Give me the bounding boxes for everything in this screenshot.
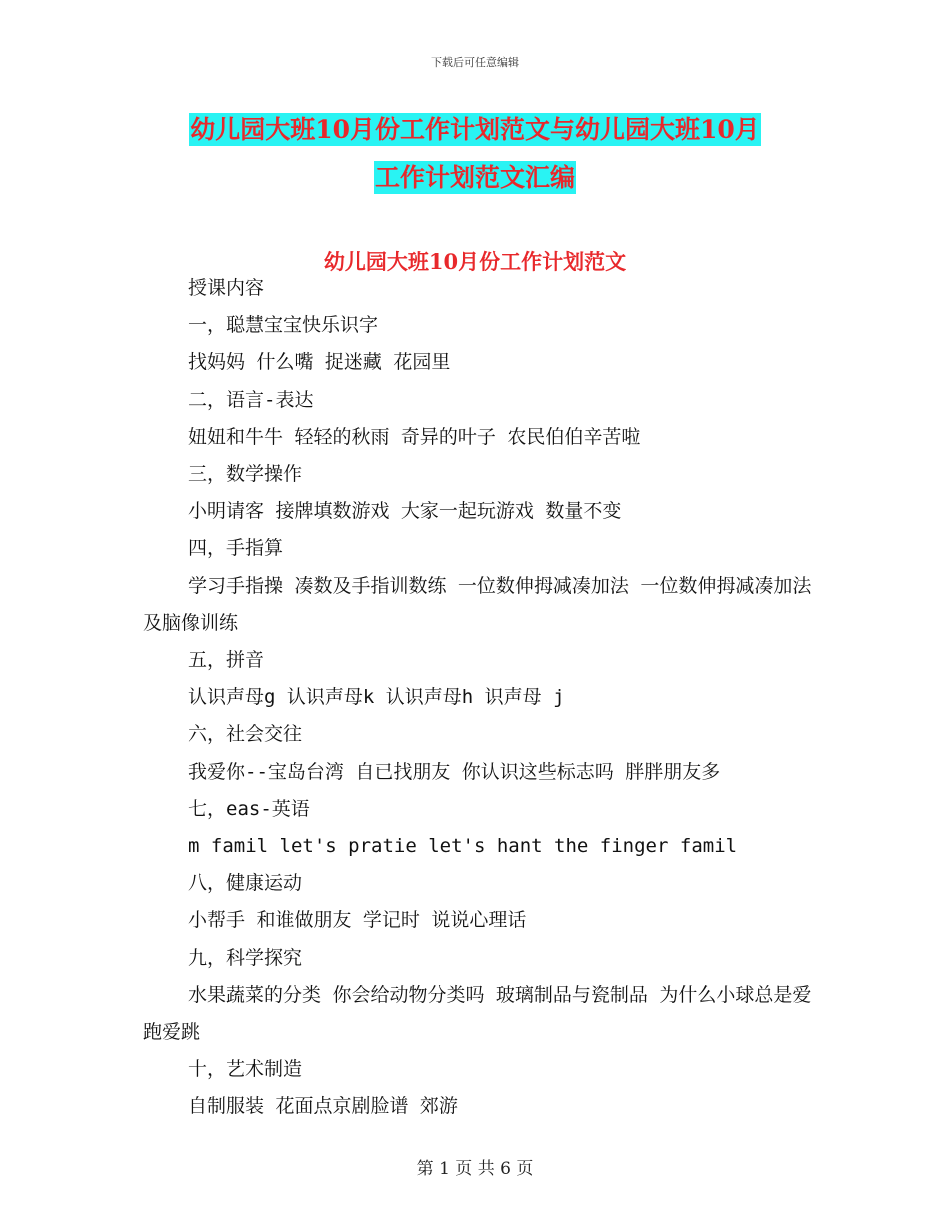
paragraph: 二，语言-表达 (188, 388, 314, 411)
paragraph: 九，科学探究 (188, 946, 303, 969)
title-line-1: 幼儿园大班10月份工作计划范文与幼儿园大班10月 (190, 115, 760, 144)
section-title: 幼儿园大班10月份工作计划范文 (323, 249, 627, 274)
paragraph: 五，拼音 (188, 649, 265, 672)
paragraph: 自制服装 花面点京剧脸谱 郊游 (188, 1095, 458, 1118)
paragraph: 学习手指操 凑数及手指训数练 一位数伸拇减凑加法 一位数伸拇减凑加法及脑像训练 (143, 574, 812, 634)
paragraph: 十，艺术制造 (188, 1058, 303, 1081)
paragraph: 妞妞和牛牛 轻轻的秋雨 奇异的叶子 农民伯伯辛苦啦 (188, 425, 641, 448)
document-title (0, 106, 950, 202)
paragraph: 小明请客 接牌填数游戏 大家一起玩游戏 数量不变 (188, 500, 622, 523)
paragraph: 一，聪慧宝宝快乐识字 (188, 314, 379, 337)
page-footer: 第 1 页 共 6 页 (416, 1159, 534, 1179)
paragraph: m famil let's pratie let's hant the finger famil (188, 835, 738, 858)
paragraph: 认识声母g 认识声母k 认识声母h 识声母 j (188, 686, 565, 709)
paragraph: 我爱你--宝岛台湾 自已找朋友 你认识这些标志吗 胖胖朋友多 (188, 760, 721, 783)
paragraph: 四，手指算 (188, 537, 284, 560)
paragraph: 三，数学操作 (188, 463, 303, 486)
paragraph: 水果蔬菜的分类 你会给动物分类吗 玻璃制品与瓷制品 为什么小球总是爱跑爱跳 (143, 983, 812, 1044)
paragraph: 小帮手 和谁做朋友 学记时 说说心理话 (188, 909, 527, 932)
paragraph: 七，eas-英语 (188, 797, 310, 820)
header-note: 下载后可任意编辑 (431, 56, 519, 69)
paragraph: 八，健康运动 (188, 872, 303, 895)
paragraph: 授课内容 (188, 277, 265, 299)
title-line-2: 工作计划范文汇编 (374, 163, 575, 192)
document-body (143, 270, 813, 1126)
paragraph: 找妈妈 什么嘴 捉迷藏 花园里 (188, 351, 451, 374)
paragraph: 六，社会交往 (188, 723, 303, 746)
